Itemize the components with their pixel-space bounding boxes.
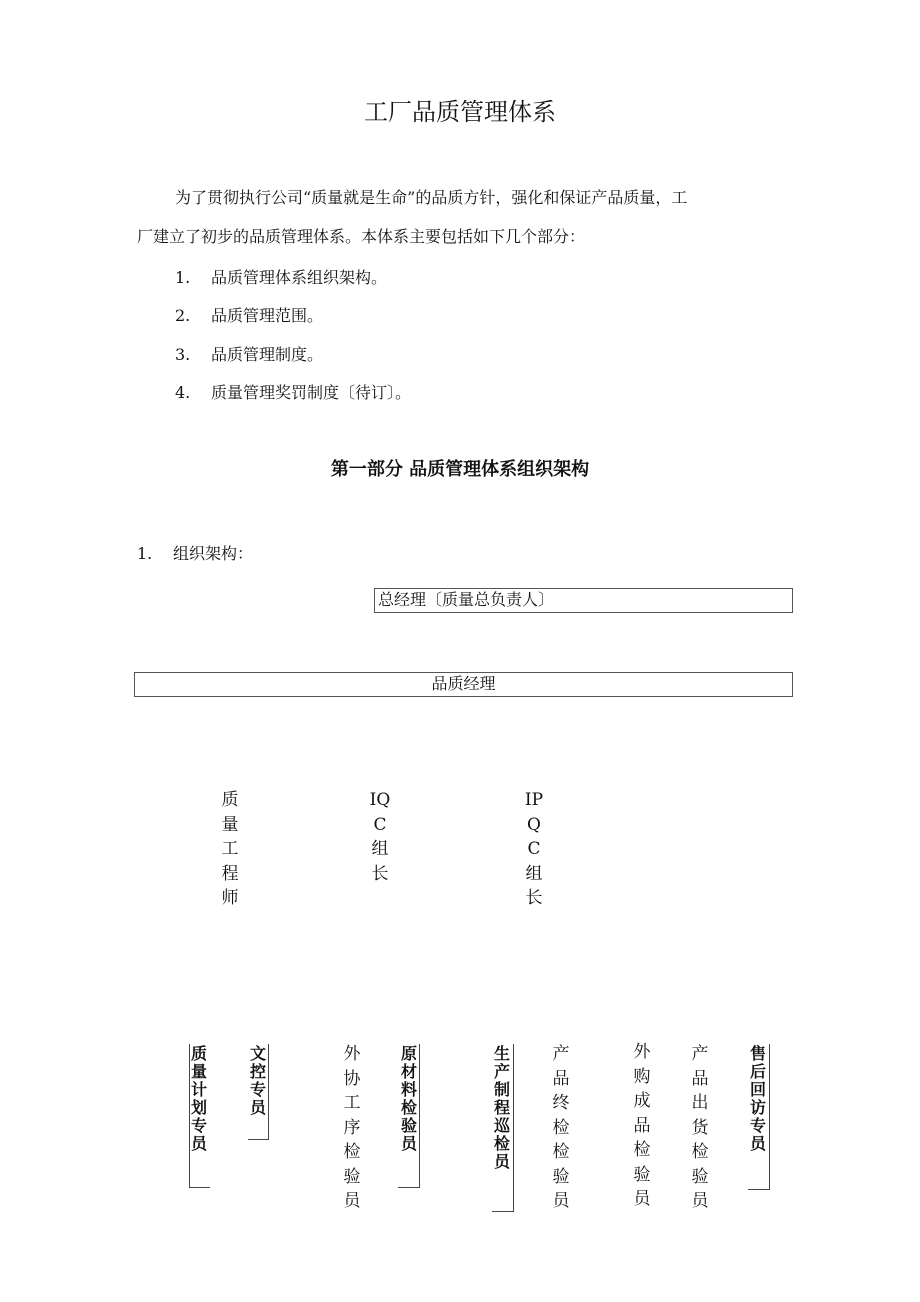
outsourced-process-inspector-node: 外协工序检验员 [343, 1044, 361, 1211]
list-item-text: 品质管理范围。 [211, 306, 324, 325]
list-item [175, 342, 323, 365]
list-item-text: 品质管理体系组织架构。 [211, 268, 388, 287]
purchased-product-inspector-node: 外购成品检验员 [633, 1042, 651, 1209]
after-sales-followup-specialist-node: 售后回访专员 [749, 1044, 766, 1153]
list-item-number: 4. [175, 383, 191, 402]
list-item-number: 1. [175, 268, 191, 287]
list-item-text: 质量管理奖罚制度〔待订〕。 [211, 383, 412, 402]
section-title: 第一部分 品质管理体系组织架构 [330, 459, 590, 480]
intro-paragraph-line-2: 厂建立了初步的品质管理体系。本体系主要包括如下几个部分： [137, 227, 586, 246]
quality-plan-specialist-node: 质量计划专员 [190, 1044, 207, 1153]
quality-engineer-node: 质量工程师 [221, 790, 239, 908]
intro-paragraph-line-1: 为了贯彻执行公司“质量就是生命”的品质方针，强化和保证产品质量，工 [175, 188, 688, 207]
sub-heading [137, 541, 253, 564]
sub-heading-number: 1. [137, 544, 153, 563]
list-item-number: 2. [175, 306, 191, 325]
iqc-leader-node: IQC组长 [369, 790, 391, 884]
list-item [175, 380, 411, 403]
list-item [175, 303, 323, 326]
list-item [175, 265, 387, 288]
list-item-number: 3. [175, 345, 191, 364]
raw-material-inspector-node: 原材料 检验员 [400, 1044, 417, 1153]
quality-manager-box: 品质经理 [134, 672, 793, 697]
document-control-specialist-node: 文控专员 [249, 1044, 266, 1117]
document-title: 工厂品质管理体系 [364, 98, 556, 126]
sub-heading-text: 组织架构： [173, 544, 254, 563]
ipqc-leader-node: IPQC组长 [524, 790, 544, 908]
general-manager-box: 总经理〔质量总负责人〕 [374, 588, 793, 613]
process-patrol-inspector-node: 生产制程巡检员 [493, 1044, 510, 1171]
shipment-inspector-node: 产品出货检验员 [691, 1044, 709, 1211]
list-item-text: 品质管理制度。 [211, 345, 324, 364]
final-product-inspector-node: 产品终检检验员 [552, 1044, 570, 1211]
